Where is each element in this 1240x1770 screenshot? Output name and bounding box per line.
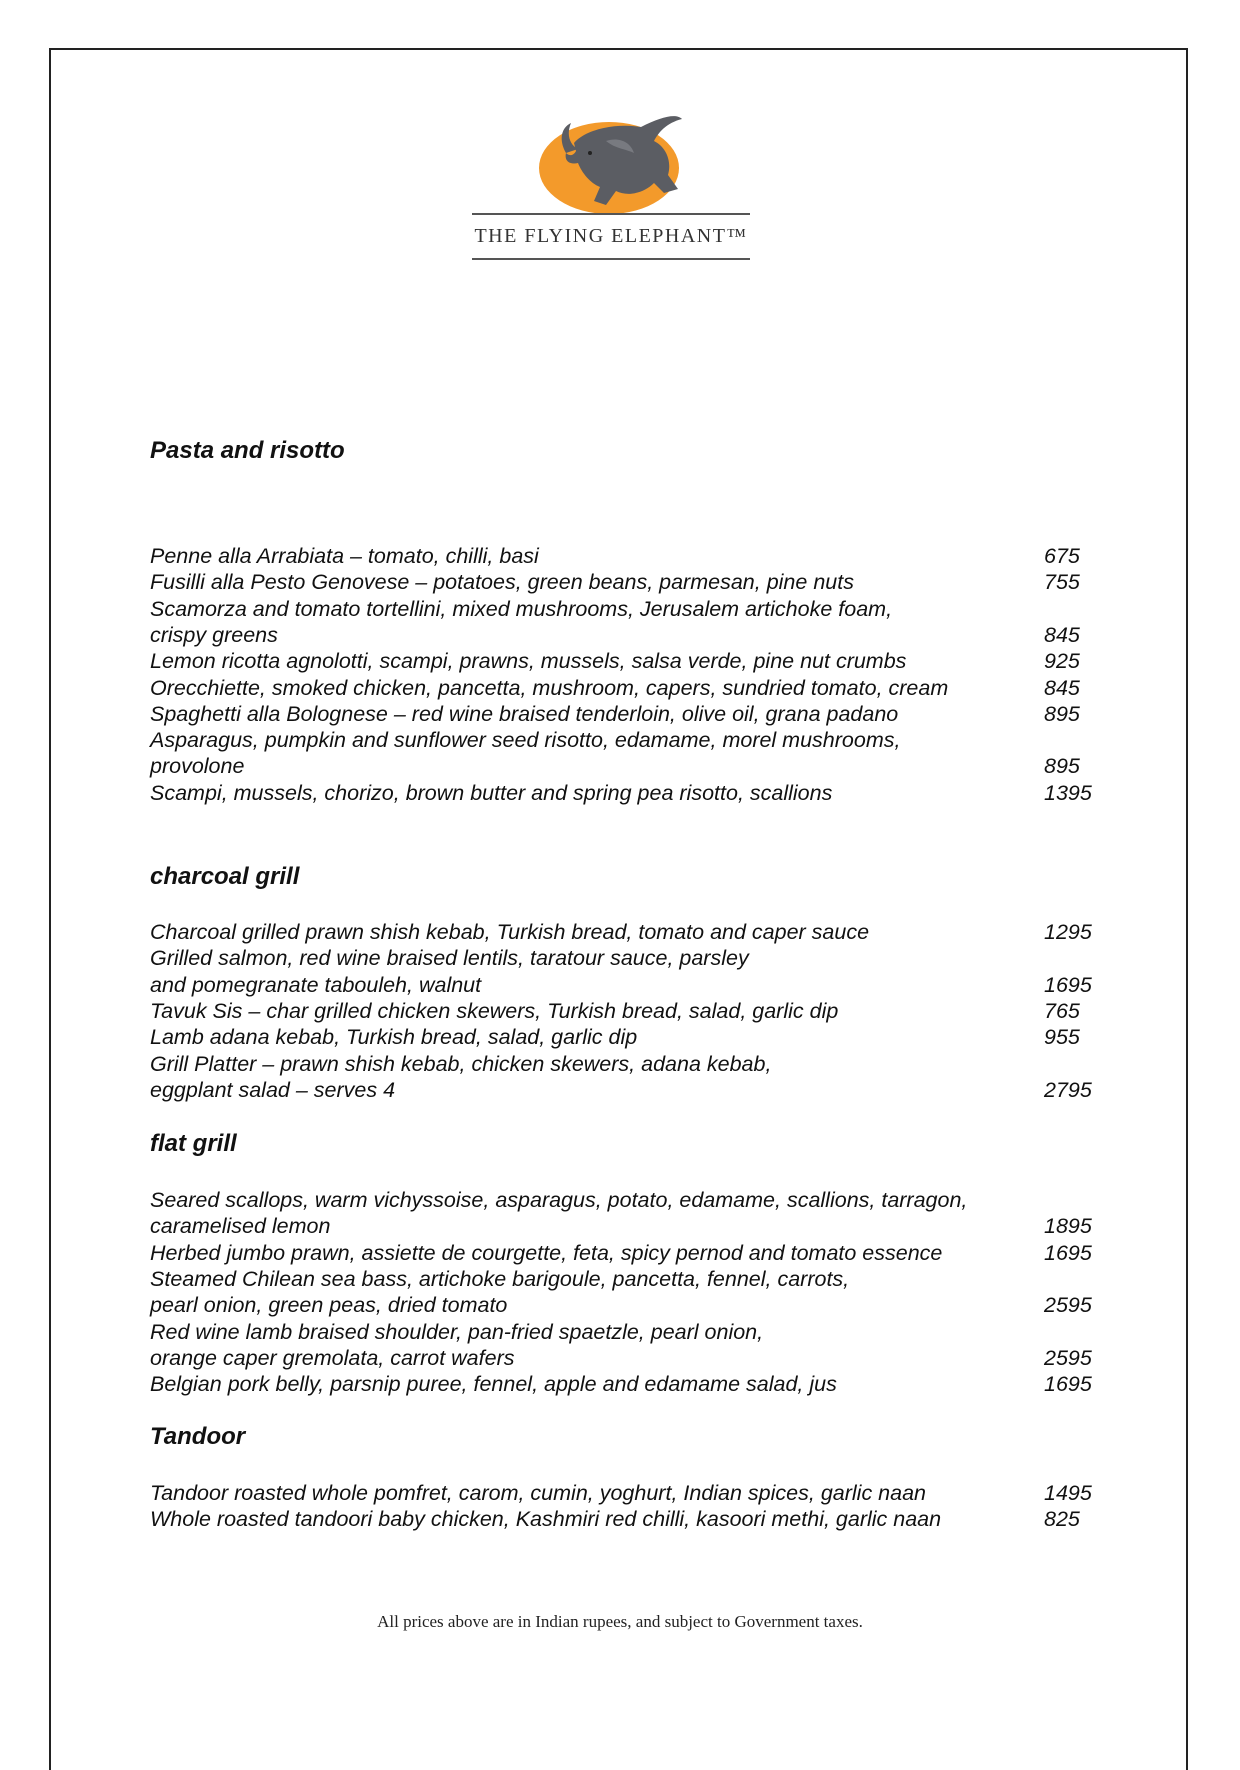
menu-item-price: 1495 xyxy=(1044,1481,1092,1505)
menu-item-price: 2595 xyxy=(1044,1293,1092,1318)
menu-item-text: Red wine lamb braised shoulder, pan-fried spaetzle, pearl onion, xyxy=(150,1319,764,1344)
menu-item-text: provolone xyxy=(150,754,245,779)
section-title: charcoal grill xyxy=(150,863,300,890)
menu-item-price: 955 xyxy=(1044,1025,1080,1050)
menu-item-text: Grilled salmon, red wine braised lentils, taratour sauce, parsley xyxy=(150,946,749,971)
menu-item-text: Penne alla Arrabiata – tomato, chilli, basi xyxy=(150,544,539,568)
section-title: Tandoor xyxy=(150,1423,246,1450)
logo-top-rule xyxy=(472,213,750,215)
menu-item-text: Fusilli alla Pesto Genovese – potatoes, green beans, parmesan, pine nuts xyxy=(150,570,854,595)
menu-item-price: 2795 xyxy=(1044,1077,1092,1102)
menu-item-text: Herbed jumbo prawn, assiette de courgette, feta, spicy pernod and tomato essence xyxy=(150,1240,943,1265)
flying-elephant-icon xyxy=(466,113,756,223)
menu-item-text: pearl onion, green peas, dried tomato xyxy=(150,1293,508,1318)
menu-item-text: Belgian pork belly, parsnip puree, fennel, apple and edamame salad, jus xyxy=(150,1372,837,1397)
menu-item-text: and pomegranate tabouleh, walnut xyxy=(150,972,482,997)
menu-item-price: 895 xyxy=(1044,701,1080,726)
menu-item-text: Orecchiette, smoked chicken, pancetta, mushroom, capers, sundried tomato, cream xyxy=(150,675,949,700)
menu-item-price: 925 xyxy=(1044,649,1080,674)
section-title: flat grill xyxy=(150,1130,237,1157)
menu-item-text: Lemon ricotta agnolotti, scampi, prawns, mussels, salsa verde, pine nut crumbs xyxy=(150,649,907,674)
menu-item-text: Scampi, mussels, chorizo, brown butter and spring pea risotto, scallions xyxy=(150,780,833,805)
menu-item-text: Grill Platter – prawn shish kebab, chicken skewers, adana kebab, xyxy=(150,1051,772,1076)
menu-item-text: orange caper gremolata, carrot wafers xyxy=(150,1345,515,1370)
menu-item-text: Scamorza and tomato tortellini, mixed mushrooms, Jerusalem artichoke foam, xyxy=(150,596,893,621)
menu-item-price: 675 xyxy=(1044,544,1080,568)
menu-item-price: 1295 xyxy=(1044,920,1092,944)
menu-item-price: 755 xyxy=(1044,570,1080,595)
menu-item-text: Charcoal grilled prawn shish kebab, Turkish bread, tomato and caper sauce xyxy=(150,920,870,944)
menu-item-price: 825 xyxy=(1044,1507,1080,1532)
menu-item-price: 765 xyxy=(1044,998,1080,1023)
menu-item-text: Steamed Chilean sea bass, artichoke barigoule, pancetta, fennel, carrots, xyxy=(150,1266,850,1291)
menu-item-price: 1695 xyxy=(1044,972,1092,997)
menu-item-price: 1695 xyxy=(1044,1372,1092,1397)
menu-item-text: Tavuk Sis – char grilled chicken skewers, Turkish bread, salad, garlic dip xyxy=(150,998,839,1023)
menu-item-text: crispy greens xyxy=(150,622,278,647)
menu-item-text: Asparagus, pumpkin and sunflower seed risotto, edamame, morel mushrooms, xyxy=(150,728,901,753)
logo-bottom-rule xyxy=(472,258,750,260)
menu-item-price: 895 xyxy=(1044,754,1080,779)
menu-item-text: Whole roasted tandoori baby chicken, Kashmiri red chilli, kasoori methi, garlic naan xyxy=(150,1507,942,1532)
menu-item-price: 1395 xyxy=(1044,780,1092,805)
menu-item-price: 845 xyxy=(1044,675,1080,700)
menu-item-text: eggplant salad – serves 4 xyxy=(150,1077,396,1102)
prices-footnote: All prices above are in Indian rupees, and subject to Government taxes. xyxy=(377,1612,863,1631)
menu-item-text: Lamb adana kebab, Turkish bread, salad, garlic dip xyxy=(150,1025,638,1050)
menu-item-price: 1895 xyxy=(1044,1214,1092,1239)
brand-name: THE FLYING ELEPHANT™ xyxy=(474,225,748,247)
menu-item-text: Seared scallops, warm vichyssoise, asparagus, potato, edamame, scallions, tarragon, xyxy=(150,1188,968,1212)
section-title: Pasta and risotto xyxy=(150,437,345,464)
menu-item-price: 1695 xyxy=(1044,1240,1092,1265)
menu-item-text: Tandoor roasted whole pomfret, carom, cumin, yoghurt, Indian spices, garlic naan xyxy=(150,1481,927,1505)
menu-item-price: 845 xyxy=(1044,622,1080,647)
menu-item-text: Spaghetti alla Bolognese – red wine braised tenderloin, olive oil, grana padano xyxy=(150,701,899,726)
menu-item-price: 2595 xyxy=(1044,1345,1092,1370)
menu-item-text: caramelised lemon xyxy=(150,1214,331,1239)
brand-logo xyxy=(466,113,756,268)
